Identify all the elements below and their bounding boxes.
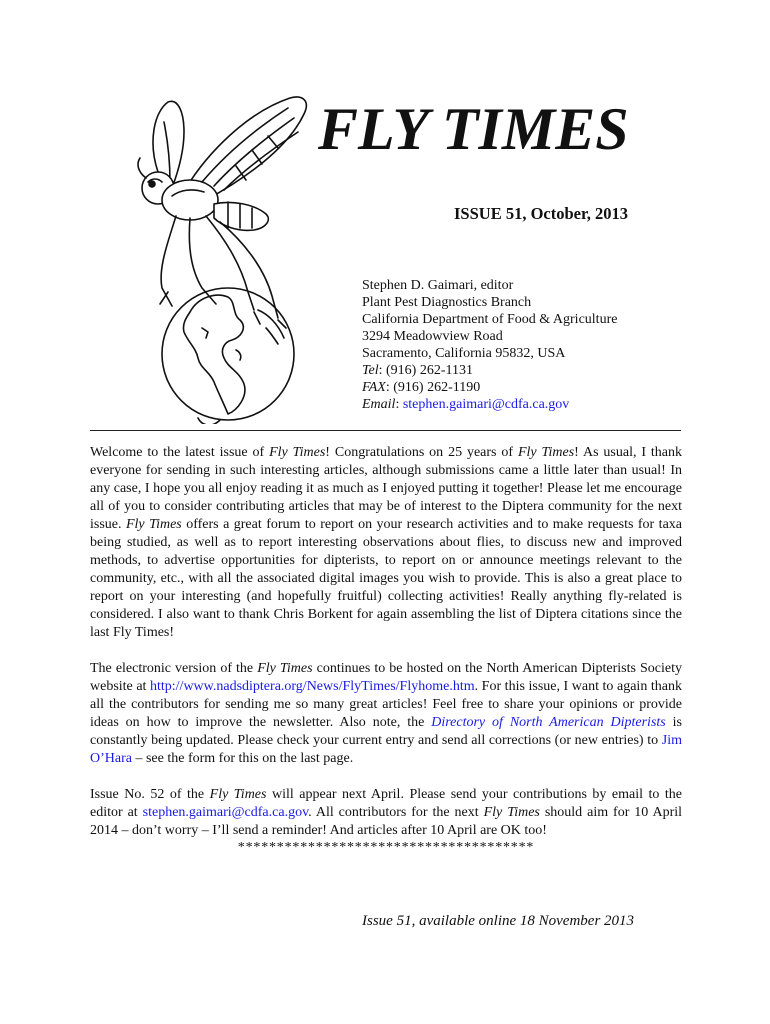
body-text (90, 444, 682, 840)
publication-name: Fly Times (257, 661, 313, 676)
fax-label: FAX (362, 380, 386, 395)
editor-street: 3294 Meadowview Road (362, 329, 503, 344)
editor-fax (362, 379, 617, 396)
text-run: The electronic version of the (90, 661, 258, 676)
header-divider (90, 430, 681, 431)
fax-value: : (916) 262-1190 (385, 380, 481, 395)
text-run: Welcome to the latest issue of (90, 445, 270, 460)
contact-link[interactable]: Jim O’Hara (90, 733, 682, 766)
tel-label: Tel (362, 363, 379, 378)
text-run: – see the form for this on the last page. (131, 751, 354, 766)
editor-department: California Department of Food & Agriculture (362, 312, 618, 327)
text-run: . All contributors for the next (308, 805, 484, 820)
electronic-version-paragraph (90, 660, 682, 768)
text-run: offers a great forum to report on your research activities and to make requests for taxa being studied, as well as to report interesting observations about flies, to discuss new and improved methods, to advertise opportunities for dipterists, to report on or announce meetings relevant to the community, etc., with all the associated digital images you wish to provide. This is also a great place to report on your interesting (and hopefully fruitful) collecting activities! Really anything fly-related is considered. I also want to thank Chris Borkent for again assembling the list of Diptera citations since the last Fly Times! (90, 517, 682, 640)
text-run: should aim for 10 April 2014 – don’t worry – I’ll send a reminder! And articles after 10 April are OK too! (90, 805, 683, 838)
editor-email (362, 396, 617, 413)
editor-branch: Plant Pest Diagnostics Branch (362, 295, 532, 310)
publication-name: Fly Times (125, 517, 182, 532)
next-issue-paragraph (90, 786, 682, 840)
email-separator: : (395, 397, 403, 412)
footer-note: Issue 51, available online 18 November 2013 (362, 913, 635, 929)
tel-value: : (916) 262-1131 (378, 363, 473, 378)
text-run: continues to be hosted on the North American Dipterists Society website at (90, 661, 682, 694)
publication-name: Fly Times (209, 787, 267, 802)
section-separator: ************************************** (237, 840, 535, 855)
text-run: Issue No. 52 of the (90, 787, 210, 802)
editor-email-link[interactable]: stephen.gaimari@cdfa.ca.gov (402, 397, 570, 412)
text-run: will appear next April. Please send your contributions by email to the editor at (90, 787, 682, 820)
email-label: Email (362, 397, 396, 412)
text-run: . For this issue, I want to again thank all the contributors for sending me so many great articles! Feel free to share your opinions or provide ideas on how to improve the newsletter. Also note, the (90, 679, 682, 730)
editor-city: Sacramento, California 95832, USA (362, 346, 566, 361)
text-run: ! Congratulations on 25 years of (325, 445, 518, 460)
publication-name: Fly Times (517, 445, 575, 460)
fly-on-globe-icon (128, 92, 318, 424)
text-run: ! As usual, I thank everyone for sending in such interesting articles, although submissions came a little later than usual! In any case, I hope you all enjoy reading it as much as I enjoyed putting it together! Please let me encourage all of you to consider contributing articles that may be of interest to the Diptera community for the next issue. (90, 445, 682, 532)
publication-name: Fly Times (483, 805, 540, 820)
directory-link[interactable]: Directory of North American Dipterists (431, 715, 666, 730)
text-run: is constantly being updated. Please check your current entry and send all corrections (or new entries) to (90, 715, 682, 748)
editor-name: Stephen D. Gaimari, editor (362, 278, 514, 293)
editor-email-link[interactable]: stephen.gaimari@cdfa.ca.gov (142, 805, 309, 820)
welcome-paragraph (90, 444, 682, 642)
issue-line: ISSUE 51, October, 2013 (454, 204, 629, 223)
editor-tel (362, 362, 617, 379)
newsletter-title: FLY TIMES (318, 96, 629, 162)
website-link[interactable]: http://www.nadsdiptera.org/News/FlyTimes/Flyhome.htm (150, 679, 475, 694)
editor-contact-block (362, 277, 617, 413)
publication-name: Fly Times (269, 445, 326, 460)
